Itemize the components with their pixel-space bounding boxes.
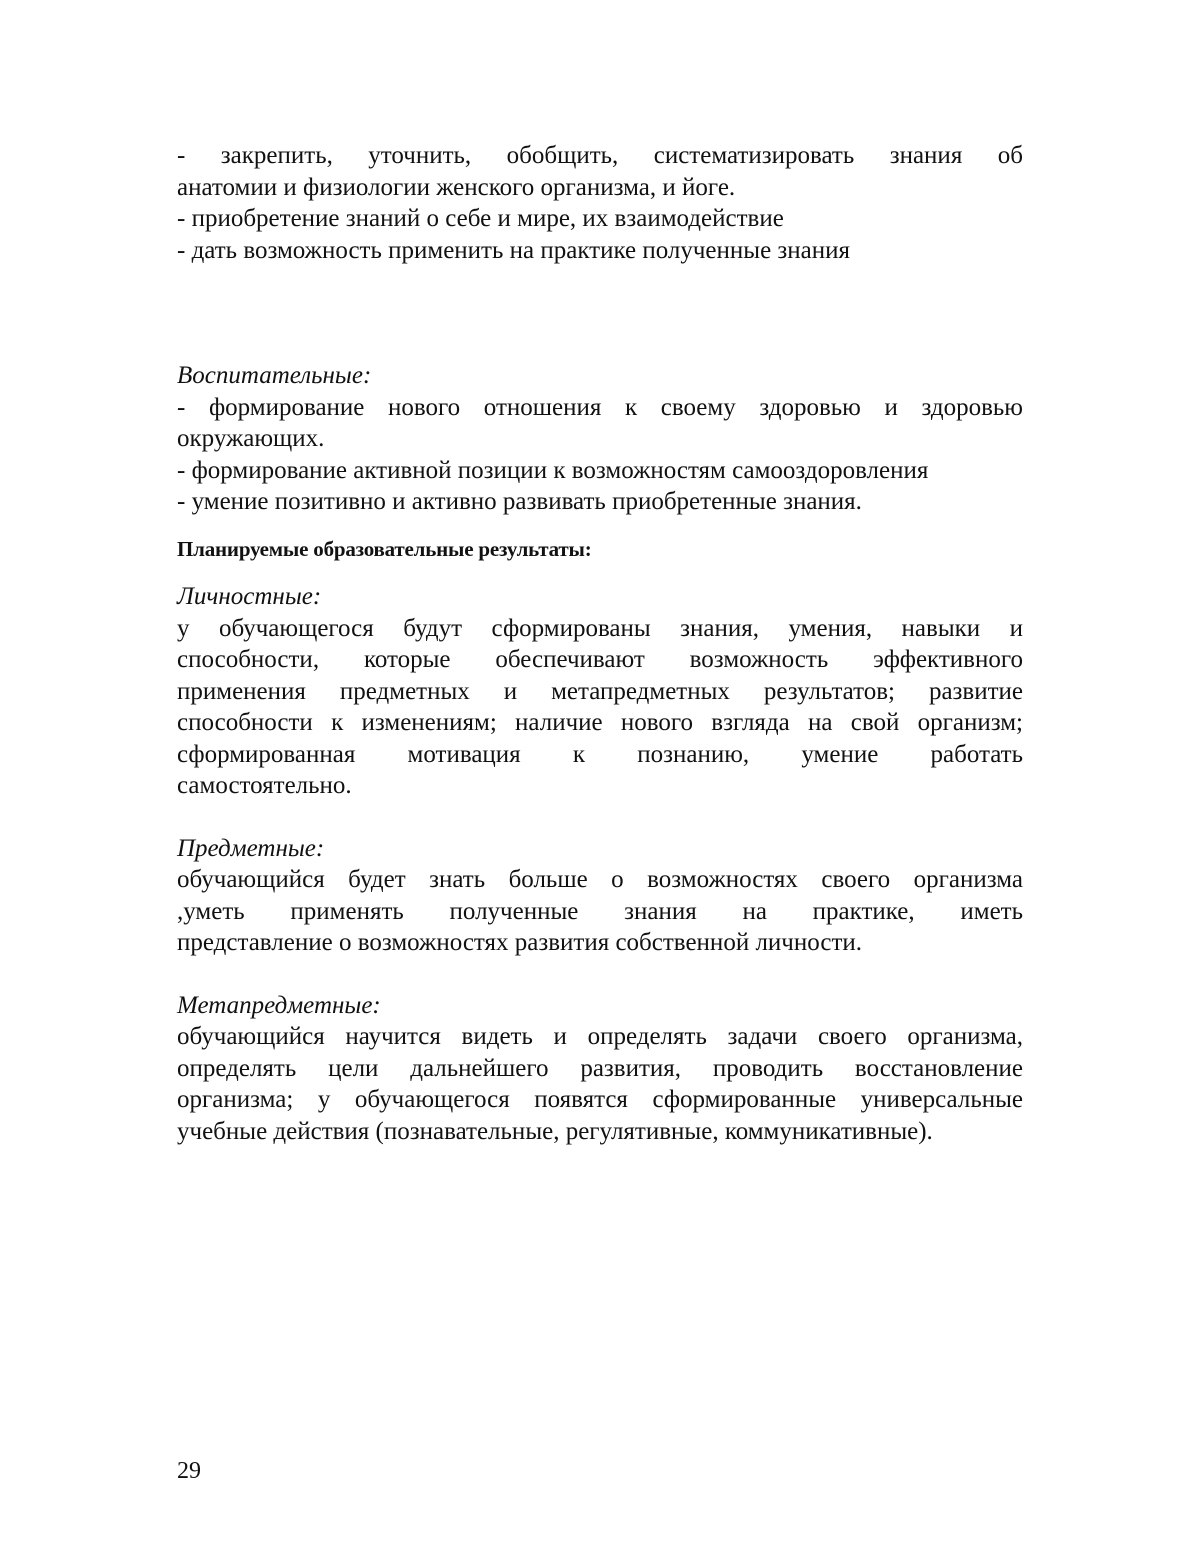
paragraph-line: обучающийся научится видеть и определять задачи своего организма, xyxy=(177,1023,1023,1050)
metasubject-section xyxy=(177,990,1023,1148)
spacer xyxy=(177,565,1023,581)
paragraph-line: способности, которые обеспечивают возможность эффективного xyxy=(177,646,1023,673)
paragraph-line: учебные действия (познавательные, регулятивные, коммуникативные). xyxy=(177,1117,933,1145)
section-heading-personal: Личностные: xyxy=(177,583,322,610)
list-item-develop-knowledge: - умение позитивно и активно развивать приобретенные знания. xyxy=(177,488,862,515)
subject-section xyxy=(177,833,1023,959)
list-item-consolidate-line2: анатомии и физиологии женского организма, и йоге. xyxy=(177,173,736,201)
document-page xyxy=(177,140,1023,1147)
section-heading-educational: Воспитательные: xyxy=(177,362,372,389)
list-item-knowledge: - приобретение знаний о себе и мире, их взаимодействие xyxy=(177,205,784,232)
list-item-health-line1: - формирование нового отношения к своему здоровью и здоровью xyxy=(177,393,1023,421)
spacer xyxy=(177,802,1023,833)
section-heading-subject: Предметные: xyxy=(177,834,325,862)
paragraph-line: представление о возможностях развития собственной личности. xyxy=(177,929,863,956)
paragraph-line: самостоятельно. xyxy=(177,772,352,799)
paragraph-line: способности к изменениям; наличие нового взгляда на свой организм; xyxy=(177,709,1023,736)
educational-section xyxy=(177,360,1023,518)
intro-list xyxy=(177,140,1023,266)
paragraph-line: у обучающегося будут сформированы знания, умения, навыки и xyxy=(177,614,1023,642)
paragraph-line: организма; у обучающегося появятся сформированные универсальные xyxy=(177,1086,1023,1113)
paragraph-line: применения предметных и метапредметных результатов; развитие xyxy=(177,677,1023,705)
list-item-health-line2: окружающих. xyxy=(177,425,325,452)
personal-section xyxy=(177,581,1023,802)
list-item-active-position: - формирование активной позиции к возможностям самооздоровления xyxy=(177,456,929,484)
paragraph-line: определять цели дальнейшего развития, проводить восстановление xyxy=(177,1054,1023,1082)
list-item-consolidate-line1: - закрепить, уточнить, обобщить, систематизировать знания об xyxy=(177,142,1023,169)
planned-results-heading: Планируемые образовательные результаты: xyxy=(177,536,592,561)
spacer xyxy=(177,518,1023,534)
paragraph-line: обучающийся будет знать больше о возможностях своего организма xyxy=(177,866,1023,893)
spacer xyxy=(177,266,1023,360)
page-number: 29 xyxy=(177,1458,201,1484)
spacer xyxy=(177,959,1023,990)
list-item-practice: - дать возможность применить на практике полученные знания xyxy=(177,236,851,264)
paragraph-line: ,уметь применять полученные знания на практике, иметь xyxy=(177,897,1023,925)
paragraph-line: сформированная мотивация к познанию, умение работать xyxy=(177,740,1023,768)
section-heading-metasubject: Метапредметные: xyxy=(177,991,381,1019)
